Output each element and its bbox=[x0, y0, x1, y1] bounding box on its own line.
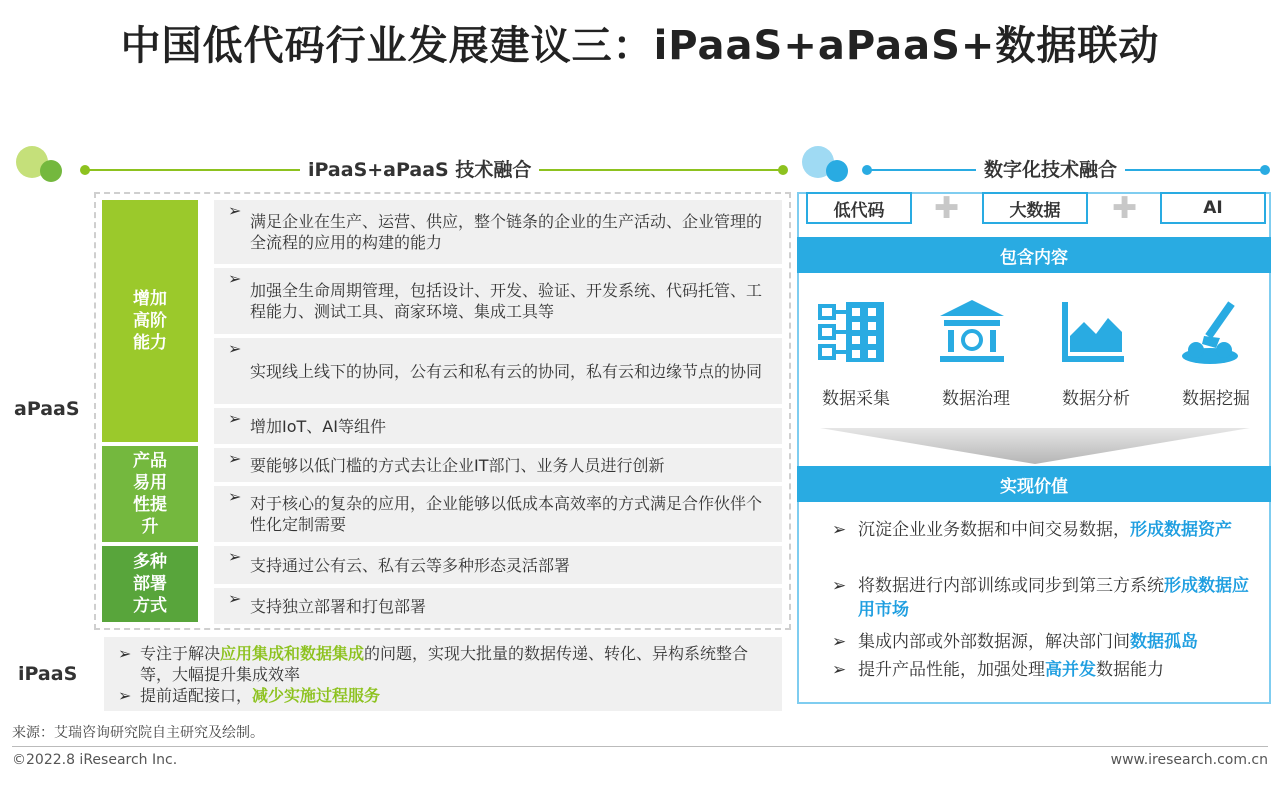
tag-ai: AI bbox=[1160, 192, 1266, 224]
header-dot-right bbox=[778, 165, 788, 175]
data-collection-icon bbox=[812, 292, 892, 372]
data-collection-label: 数据采集 bbox=[822, 389, 890, 409]
copyright: ©2022.8 iResearch Inc. bbox=[12, 752, 178, 768]
plus-icon: ✚ bbox=[1112, 191, 1138, 226]
category-deployment: 多种 部署 方式 bbox=[102, 546, 198, 622]
value-item: ➢ 提升产品性能，加强处理高并发数据能力 bbox=[832, 660, 1164, 680]
list-item: ➢ 增加IoT、AI等组件 bbox=[214, 408, 782, 444]
tag-lowcode: 低代码 bbox=[806, 192, 912, 224]
ipaas-label: iPaaS bbox=[18, 663, 78, 685]
data-governance-icon bbox=[932, 292, 1012, 372]
list-item: ➢ 加强全生命周期管理，包括设计、开发、验证、开发系统、代码托管、工程能力、测试工具、商家环境、集成工具等 bbox=[214, 268, 782, 334]
data-governance-label: 数据治理 bbox=[942, 389, 1010, 409]
green-circle-small-icon bbox=[40, 160, 62, 182]
plus-icon: ✚ bbox=[934, 191, 960, 226]
footer-divider bbox=[12, 746, 1268, 747]
category-advanced-capability: 增加 高阶 能力 bbox=[102, 200, 198, 442]
left-section-header: iPaaS+aPaaS 技术融合 bbox=[300, 155, 539, 182]
list-item: ➢ 实现线上线下的协同，公有云和私有云的协同，私有云和边缘节点的协同 bbox=[214, 338, 782, 404]
data-mining-label: 数据挖掘 bbox=[1182, 389, 1250, 409]
list-item: ➢ 要能够以低门槛的方式去让企业IT部门、业务人员进行创新 bbox=[214, 448, 782, 482]
tag-bigdata: 大数据 bbox=[982, 192, 1088, 224]
list-item: ➢ 支持独立部署和打包部署 bbox=[214, 588, 782, 624]
blue-circle-small-icon bbox=[826, 160, 848, 182]
data-analysis-label: 数据分析 bbox=[1062, 389, 1130, 409]
data-mining-icon bbox=[1172, 292, 1252, 372]
ipaas-description: ➢ 专注于解决应用集成和数据集成的问题，实现大批量的数据传递、转化、异构系统整合等，大幅提升集成效率 ➢ 提前适配接口，减少实施过程服务 bbox=[104, 637, 782, 711]
list-item: ➢ 支持通过公有云、私有云等多种形态灵活部署 bbox=[214, 546, 782, 584]
value-item: ➢ 将数据进行内部训练或同步到第三方系统形成数据应用市场 bbox=[832, 576, 1249, 620]
source-note: 来源：艾瑞咨询研究院自主研究及绘制。 bbox=[12, 725, 264, 741]
value-item: ➢ 集成内部或外部数据源，解决部门间数据孤岛 bbox=[832, 632, 1198, 652]
down-arrow-shape bbox=[820, 428, 1250, 464]
list-item: ➢ 对于核心的复杂的应用，企业能够以低成本高效率的方式满足合作伙伴个性化定制需要 bbox=[214, 486, 782, 542]
right-section-header: 数字化技术融合 bbox=[976, 155, 1125, 182]
value-bar: 实现价值 bbox=[797, 466, 1271, 502]
website-link[interactable]: www.iresearch.com.cn bbox=[1110, 752, 1268, 768]
data-analysis-icon bbox=[1052, 292, 1132, 372]
apaas-label: aPaaS bbox=[14, 398, 80, 420]
header-dot-right-blue bbox=[1260, 165, 1270, 175]
list-item: ➢ 满足企业在生产、运营、供应，整个链条的企业的生产活动、企业管理的全流程的应用的构建的能力 bbox=[214, 200, 782, 264]
value-item: ➢ 沉淀企业业务数据和中间交易数据，形成数据资产 bbox=[832, 520, 1232, 540]
page-title: 中国低代码行业发展建议三：iPaaS+aPaaS+数据联动 bbox=[120, 23, 1160, 69]
contents-bar: 包含内容 bbox=[797, 237, 1271, 273]
category-usability: 产品 易用 性提 升 bbox=[102, 446, 198, 542]
